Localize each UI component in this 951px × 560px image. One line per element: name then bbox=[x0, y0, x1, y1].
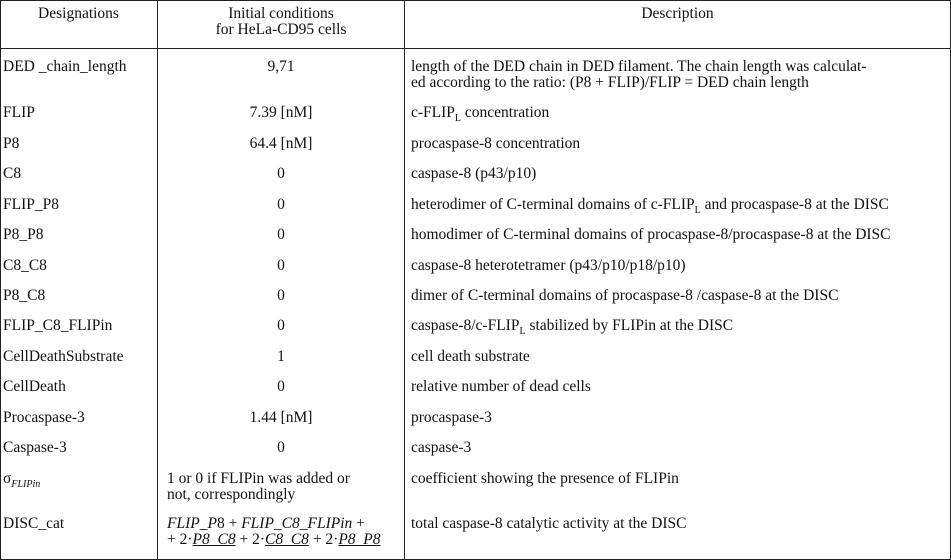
header-initial-conditions bbox=[158, 6, 404, 38]
row-designation: DED _chain_length bbox=[3, 58, 127, 75]
description-subscript: L bbox=[694, 205, 701, 217]
row-description bbox=[411, 104, 550, 125]
row-initial-value: 0 bbox=[277, 196, 285, 213]
row-initial-value: 0 bbox=[277, 287, 285, 304]
description-subscript: L bbox=[519, 326, 526, 338]
description-text: and procaspase-8 at the DISC bbox=[700, 196, 889, 213]
row-description: total caspase-8 catalytic activity at the DISC bbox=[411, 515, 687, 532]
row-initial-value: 7.39 [nM] bbox=[249, 104, 313, 121]
formula-line2 bbox=[167, 532, 381, 548]
column-divider-1 bbox=[157, 0, 158, 560]
formula-term: + 2· bbox=[235, 531, 265, 548]
description-text: concentration bbox=[461, 104, 550, 121]
row-description bbox=[411, 196, 889, 217]
row-designation: CellDeath bbox=[3, 378, 66, 395]
row-initial-value: 9,71 bbox=[267, 58, 295, 75]
row-description: procaspase-3 bbox=[411, 409, 492, 426]
row-description bbox=[411, 59, 867, 91]
row-description-line2: ed according to the ratio: (P8 + FLIP)/FLIP = DED chain length bbox=[411, 74, 809, 91]
row-description: homodimer of C-terminal domains of procaspase-8/procaspase-8 at the DISC bbox=[411, 226, 891, 243]
row-designation: CellDeathSubstrate bbox=[3, 348, 124, 365]
row-initial-value: 0 bbox=[277, 226, 285, 243]
row-initial-value: 64.4 [nM] bbox=[249, 135, 313, 152]
formula-term: FLIP_P bbox=[167, 515, 217, 532]
row-designation: C8 bbox=[3, 165, 22, 182]
row-initial-value: 0 bbox=[277, 165, 285, 182]
row-designation: FLIP_C8_FLIPin bbox=[3, 317, 113, 334]
row-initial-value: 0 bbox=[277, 439, 285, 456]
row-initial-value-line1: 1 or 0 if FLIPin was added or bbox=[167, 470, 350, 487]
formula-line1 bbox=[167, 516, 381, 532]
row-initial-value-line2: not, correspondingly bbox=[167, 486, 296, 503]
column-divider-2 bbox=[404, 0, 405, 560]
row-designation: Caspase-3 bbox=[3, 439, 67, 456]
row-designation: FLIP_P8 bbox=[3, 196, 59, 213]
formula-term: 8 + bbox=[216, 515, 242, 532]
row-description: caspase-3 bbox=[411, 439, 472, 456]
formula-term: P8_P8 bbox=[338, 531, 381, 548]
row-designation: Procaspase-3 bbox=[3, 409, 85, 426]
formula-term: + 2· bbox=[308, 531, 339, 548]
header-designations: Designations bbox=[38, 5, 119, 22]
row-description bbox=[411, 317, 734, 338]
row-designation bbox=[3, 470, 41, 491]
description-text: stabilized by FLIPin at the DISC bbox=[525, 317, 734, 334]
row-initial-value: 1.44 [nM] bbox=[249, 409, 313, 426]
description-text: heterodimer of C-terminal domains of c-FLIP bbox=[411, 196, 695, 213]
row-description: caspase-8 heterotetramer (p43/p10/p18/p10) bbox=[411, 257, 686, 274]
row-initial-value: 0 bbox=[277, 257, 285, 274]
sigma-subscript: FLIPin bbox=[11, 479, 41, 491]
row-description: procaspase-8 concentration bbox=[411, 135, 581, 152]
description-subscript: L bbox=[454, 113, 462, 125]
row-designation: DISC_cat bbox=[3, 515, 65, 532]
formula-term: P8_C8 bbox=[192, 531, 236, 548]
sigma-symbol: σ bbox=[3, 470, 12, 487]
header-description: Description bbox=[641, 5, 714, 22]
table-border-left bbox=[0, 0, 1, 560]
row-description: relative number of dead cells bbox=[411, 378, 591, 395]
formula-term: FLIP_C8_FLIPin bbox=[241, 515, 353, 532]
row-description: coefficient showing the presence of FLIPin bbox=[411, 470, 679, 487]
row-description: cell death substrate bbox=[411, 348, 530, 365]
row-initial-value: 0 bbox=[277, 378, 285, 395]
header-initial-line2: for HeLa-CD95 cells bbox=[215, 21, 347, 38]
header-divider bbox=[0, 48, 951, 49]
row-description: dimer of C-terminal domains of procaspase-8 /caspase-8 at the DISC bbox=[411, 287, 839, 304]
row-initial-value: 0 bbox=[277, 317, 285, 334]
table-border-top bbox=[0, 0, 951, 1]
header-initial-line1: Initial conditions bbox=[228, 5, 334, 22]
row-designation: FLIP bbox=[3, 104, 35, 121]
row-initial-value: 1 bbox=[277, 348, 285, 365]
row-designation: C8_C8 bbox=[3, 257, 47, 274]
row-description-line1: length of the DED chain in DED filament. The chain length was calculat- bbox=[411, 58, 867, 75]
formula-term: + bbox=[352, 515, 365, 532]
row-initial-value bbox=[167, 471, 350, 503]
formula-term: C8_C8 bbox=[265, 531, 309, 548]
row-designation: P8_P8 bbox=[3, 226, 44, 243]
description-text: c-FLIP bbox=[411, 104, 455, 121]
description-text: caspase-8/c-FLIP bbox=[411, 317, 520, 334]
formula-term: + 2· bbox=[167, 531, 193, 548]
row-designation: P8 bbox=[3, 135, 20, 152]
row-description: caspase-8 (p43/p10) bbox=[411, 165, 537, 182]
disc-cat-formula bbox=[167, 516, 381, 548]
row-designation: P8_C8 bbox=[3, 287, 46, 304]
